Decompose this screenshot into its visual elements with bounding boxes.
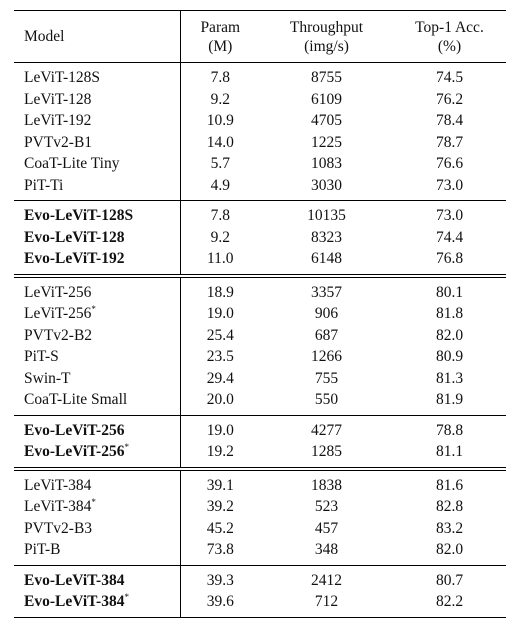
header-param-line2: (M) [208, 37, 233, 55]
cell-throughput: 1285 [311, 443, 342, 461]
cell-param: 9.2 [180, 89, 260, 111]
cell-accuracy: 82.0 [435, 326, 464, 344]
cell-throughput: 755 [314, 369, 339, 387]
header-accuracy-line1: Top-1 Acc. [415, 18, 484, 36]
header-model: Model [14, 11, 180, 63]
cell-model [14, 325, 180, 347]
cell-accuracy: 76.2 [435, 90, 464, 108]
cell-model [14, 153, 180, 175]
header-throughput [260, 11, 393, 63]
cell-throughput: 8755 [260, 63, 393, 89]
model-name: CoaT-Lite Tiny [24, 155, 120, 173]
model-name: Swin-T [24, 369, 71, 387]
table-row [14, 175, 506, 201]
cell-accuracy: 81.6 [393, 469, 506, 497]
table-row [14, 469, 506, 497]
cell-param: 14.0 [180, 132, 260, 154]
cell-model [14, 346, 180, 368]
cell-model [14, 110, 180, 132]
table-row [14, 346, 506, 368]
cell-model [14, 89, 180, 111]
cell-throughput: 6109 [311, 90, 342, 108]
cell-throughput: 4705 [311, 112, 342, 130]
cell-accuracy: 80.1 [393, 276, 506, 304]
cell-throughput: 348 [314, 541, 339, 559]
model-footnote-mark: * [91, 304, 96, 315]
model-name: LeViT-128S [24, 69, 100, 87]
cell-param: 19.0 [180, 415, 260, 441]
cell-accuracy: 74.4 [435, 228, 464, 246]
cell-throughput: 8323 [311, 228, 342, 246]
table-row [14, 248, 506, 276]
table-row [14, 415, 506, 441]
header-throughput-line1: Throughput [289, 18, 364, 36]
header-accuracy-line2: (%) [437, 37, 462, 55]
table-body [14, 63, 506, 618]
cell-param: 39.3 [180, 565, 260, 591]
header-param [180, 11, 260, 63]
table-row [14, 325, 506, 347]
cell-model [14, 303, 180, 325]
cell-param: 5.7 [180, 153, 260, 175]
model-name: PVTv2-B1 [24, 133, 93, 151]
cell-throughput: 550 [314, 391, 339, 409]
cell-throughput: 687 [314, 326, 339, 344]
table-row [14, 591, 506, 617]
cell-param: 18.9 [180, 276, 260, 304]
cell-model [14, 389, 180, 415]
model-name: Evo-LeViT-128 [24, 228, 125, 246]
model-name: Evo-LeViT-256 [24, 421, 125, 439]
cell-model [14, 469, 180, 497]
cell-param: 19.2 [180, 441, 260, 469]
cell-throughput: 4277 [260, 415, 393, 441]
cell-throughput: 712 [260, 591, 393, 617]
table-row [14, 518, 506, 540]
cell-accuracy: 81.3 [435, 369, 464, 387]
cell-model [14, 248, 180, 276]
model-name: LeViT-128 [24, 90, 92, 108]
cell-accuracy: 81.8 [435, 305, 464, 323]
table-row [14, 441, 506, 469]
cell-accuracy: 80.7 [393, 565, 506, 591]
cell-param: 25.4 [180, 325, 260, 347]
cell-model [14, 518, 180, 540]
model-name: LeViT-384 [24, 498, 92, 516]
table-row [14, 63, 506, 89]
table-row [14, 153, 506, 175]
cell-param: 29.4 [180, 368, 260, 390]
cell-param: 11.0 [180, 248, 260, 276]
cell-accuracy: 78.4 [435, 112, 464, 130]
cell-accuracy: 83.2 [435, 519, 464, 537]
cell-param: 45.2 [180, 518, 260, 540]
cell-param: 7.8 [180, 63, 260, 89]
model-name: LeViT-256 [24, 305, 92, 323]
table-row [14, 565, 506, 591]
table-header [14, 11, 506, 63]
header-accuracy [393, 11, 506, 63]
cell-model [14, 201, 180, 227]
cell-model [14, 175, 180, 201]
model-name: LeViT-192 [24, 112, 92, 130]
model-name: PiT-S [24, 348, 59, 366]
cell-accuracy: 82.8 [435, 498, 464, 516]
model-footnote-mark: * [124, 592, 129, 603]
cell-model [14, 227, 180, 249]
cell-param: 20.0 [180, 389, 260, 415]
model-name: Evo-LeViT-384 [24, 593, 125, 611]
cell-accuracy: 78.7 [435, 133, 464, 151]
model-name: PVTv2-B2 [24, 326, 93, 344]
header-row [14, 11, 506, 63]
cell-param: 4.9 [180, 175, 260, 201]
table-row [14, 132, 506, 154]
cell-model [14, 63, 180, 89]
cell-model [14, 368, 180, 390]
cell-model [14, 565, 180, 591]
cell-model [14, 276, 180, 304]
model-name: PVTv2-B3 [24, 519, 93, 537]
cell-accuracy: 76.8 [435, 250, 464, 268]
table-row [14, 303, 506, 325]
cell-param: 9.2 [180, 227, 260, 249]
model-name: Evo-LeViT-128S [24, 207, 134, 225]
header-param-line1: Param [200, 18, 241, 36]
table-row [14, 201, 506, 227]
cell-model [14, 496, 180, 518]
cell-throughput: 3030 [311, 176, 342, 194]
cell-accuracy: 73.0 [435, 176, 464, 194]
cell-model [14, 441, 180, 469]
model-name: PiT-B [24, 541, 61, 559]
table-row [14, 89, 506, 111]
cell-param: 39.6 [180, 591, 260, 617]
cell-model [14, 415, 180, 441]
cell-param: 10.9 [180, 110, 260, 132]
cell-model [14, 591, 180, 617]
cell-accuracy: 81.9 [435, 391, 464, 409]
cell-param: 23.5 [180, 346, 260, 368]
cell-model [14, 539, 180, 565]
cell-accuracy: 73.0 [393, 201, 506, 227]
model-name: LeViT-384 [24, 476, 92, 494]
cell-throughput: 1083 [311, 155, 342, 173]
cell-throughput: 10135 [260, 201, 393, 227]
model-name: Evo-LeViT-256 [24, 443, 125, 461]
table-row [14, 496, 506, 518]
cell-throughput: 1225 [311, 133, 342, 151]
model-name: Evo-LeViT-384 [24, 571, 125, 589]
table-row [14, 276, 506, 304]
cell-param: 19.0 [180, 303, 260, 325]
cell-throughput: 3357 [260, 276, 393, 304]
cell-model [14, 132, 180, 154]
cell-param: 73.8 [180, 539, 260, 565]
model-name: LeViT-256 [24, 283, 92, 301]
cell-param: 7.8 [180, 201, 260, 227]
cell-param: 39.2 [180, 496, 260, 518]
results-table [14, 10, 506, 618]
cell-throughput: 2412 [260, 565, 393, 591]
cell-accuracy: 78.8 [393, 415, 506, 441]
table-row [14, 368, 506, 390]
header-throughput-line2: (img/s) [304, 37, 349, 55]
model-footnote-mark: * [124, 442, 129, 453]
table-row [14, 227, 506, 249]
cell-accuracy: 82.0 [435, 541, 464, 559]
cell-param: 39.1 [180, 469, 260, 497]
cell-accuracy: 74.5 [393, 63, 506, 89]
cell-accuracy: 76.6 [435, 155, 464, 173]
model-name: PiT-Ti [24, 176, 64, 194]
cell-throughput: 523 [314, 498, 339, 516]
cell-throughput: 906 [314, 305, 339, 323]
cell-throughput: 1266 [311, 348, 342, 366]
cell-accuracy: 81.1 [435, 443, 464, 461]
cell-accuracy: 80.9 [435, 348, 464, 366]
table-row [14, 539, 506, 565]
cell-throughput: 457 [314, 519, 339, 537]
cell-accuracy: 82.2 [393, 591, 506, 617]
table-row [14, 389, 506, 415]
cell-throughput: 1838 [260, 469, 393, 497]
table-row [14, 110, 506, 132]
model-name: CoaT-Lite Small [24, 391, 128, 409]
model-name: Evo-LeViT-192 [24, 250, 125, 268]
model-footnote-mark: * [91, 497, 96, 508]
cell-throughput: 6148 [311, 250, 342, 268]
